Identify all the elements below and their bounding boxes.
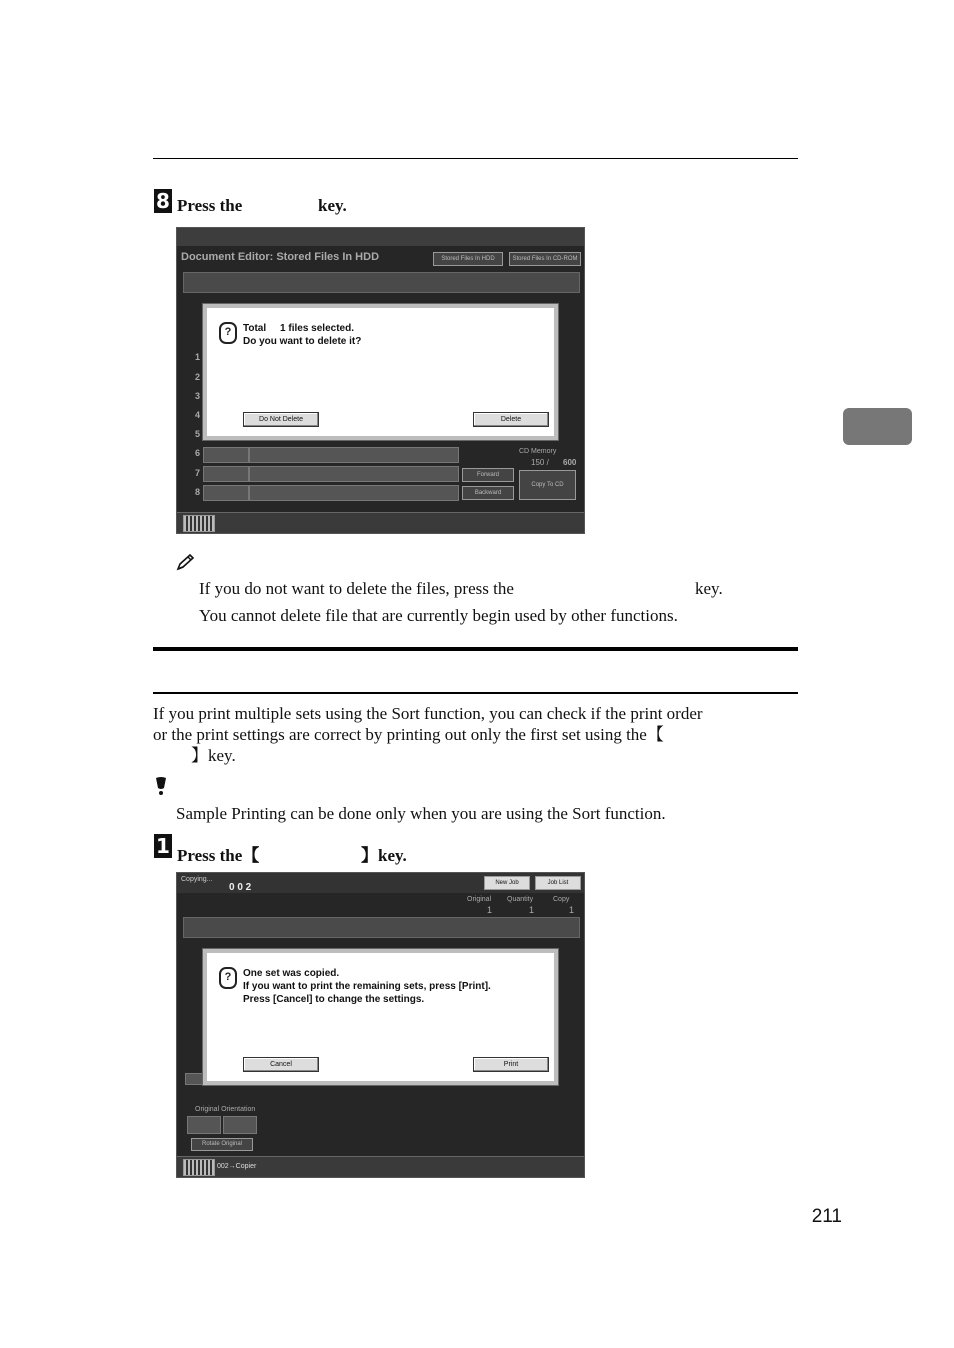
note-line-1-prefix: If you do not want to delete the files, press the: [199, 579, 514, 598]
delete-confirmation-screenshot: [176, 227, 585, 534]
note-line-1: [199, 578, 723, 599]
stored-hdd-button[interactable]: Stored Files In HDD: [433, 252, 503, 266]
row-number: 2: [195, 372, 201, 382]
row-number: 3: [195, 391, 201, 401]
info-icon: ?: [219, 322, 237, 344]
row-number: 4: [195, 410, 201, 420]
cd-memory-value: 150 /: [531, 458, 549, 467]
sample-copy-screenshot: [176, 872, 585, 1178]
step-8-text: [177, 196, 347, 216]
original-label: Original: [467, 896, 492, 903]
copy-to-cd-button[interactable]: Copy To CD: [519, 470, 576, 500]
step-8-suffix: key.: [318, 196, 347, 215]
file-row[interactable]: [249, 447, 459, 463]
info-bar: [183, 272, 580, 293]
rotate-original-button[interactable]: Rotate Original: [191, 1138, 253, 1151]
cd-memory-label: CD Memory: [519, 448, 557, 455]
backward-button[interactable]: Backward: [462, 486, 514, 500]
original-value: 1: [487, 905, 493, 915]
file-row[interactable]: [249, 485, 459, 501]
row-number: 7: [195, 468, 201, 478]
delete-dialog: [203, 304, 558, 440]
dialog-message: [243, 322, 361, 348]
limitation-icon: [153, 776, 169, 801]
dialog-line-1: One set was copied.: [243, 968, 340, 979]
row-number: 6: [195, 448, 201, 458]
job-counter: 0 0 2: [229, 882, 252, 893]
header-rule: [153, 158, 798, 159]
intro-line-2: or the print settings are correct by printing out only the first set using the【: [153, 725, 664, 744]
step-8-prefix: Press the: [177, 196, 243, 215]
status-indicator-icon: [183, 1159, 215, 1176]
intro-line-1: If you print multiple sets using the Sort function, you can check if the print order: [153, 704, 703, 723]
cancel-button[interactable]: Cancel: [243, 1057, 319, 1072]
step-number-8: 8: [154, 189, 172, 213]
file-select-button[interactable]: [203, 485, 249, 501]
job-list-button[interactable]: Job List: [535, 876, 581, 890]
top-strip: [177, 228, 584, 246]
status-bar: [177, 512, 584, 533]
orientation-button-2[interactable]: [223, 1116, 257, 1134]
file-select-button[interactable]: [203, 466, 249, 482]
stored-cd-button[interactable]: Stored Files In CD-ROM: [509, 252, 581, 266]
new-job-button[interactable]: New Job: [484, 876, 530, 890]
file-select-button[interactable]: [203, 447, 249, 463]
quantity-value: 1: [529, 905, 535, 915]
step-1-prefix: Press the【: [177, 846, 260, 865]
section-rule-thick: [153, 647, 798, 651]
step-1-suffix: 】key.: [361, 846, 407, 865]
sample-copy-dialog: [203, 949, 558, 1085]
status-bar: [177, 1156, 584, 1177]
page-number: 211: [811, 1206, 842, 1227]
step-number-1: 1: [154, 834, 172, 858]
original-orientation-label: Original Orientation: [195, 1106, 256, 1113]
row-number: 5: [195, 429, 201, 439]
print-button[interactable]: Print: [473, 1057, 549, 1072]
section-rule: [153, 692, 798, 694]
dialog-message: [243, 967, 491, 1006]
file-row[interactable]: [249, 466, 459, 482]
copy-value: 1: [569, 905, 575, 915]
quantity-label: Quantity: [507, 896, 534, 903]
status-text: 002→Copier: [217, 1163, 257, 1170]
row-number: 8: [195, 487, 201, 497]
row-number: 1: [195, 352, 201, 362]
orientation-button-1[interactable]: [187, 1116, 221, 1134]
chapter-tab: [843, 408, 912, 445]
limitation-text: Sample Printing can be done only when you are using the Sort function.: [176, 804, 666, 823]
forward-button[interactable]: Forward: [462, 468, 514, 482]
copying-status: Copying...: [181, 876, 213, 883]
dialog-line-2: If you want to print the remaining sets, press [Print].: [243, 981, 491, 992]
message-bar: [183, 917, 580, 938]
status-indicator-icon: [183, 515, 215, 532]
delete-button[interactable]: Delete: [473, 412, 549, 427]
step-1-text: [177, 841, 407, 866]
do-not-delete-button[interactable]: Do Not Delete: [243, 412, 319, 427]
cd-memory-total: 600: [563, 458, 577, 467]
pencil-icon: [176, 553, 196, 576]
dialog-line-3: Press [Cancel] to change the settings.: [243, 994, 425, 1005]
info-icon: ?: [219, 967, 237, 989]
intro-line-3: 】key.: [191, 746, 236, 765]
note-line-2: You cannot delete file that are currently begin used by other functions.: [199, 606, 678, 625]
copy-label: Copy: [553, 896, 570, 903]
screen-title: Document Editor: Stored Files In HDD: [181, 251, 380, 263]
dialog-line-1: Total 1 files selected.: [243, 323, 354, 334]
note-line-1-suffix: key.: [695, 579, 723, 598]
dialog-line-2: Do you want to delete it?: [243, 336, 362, 347]
